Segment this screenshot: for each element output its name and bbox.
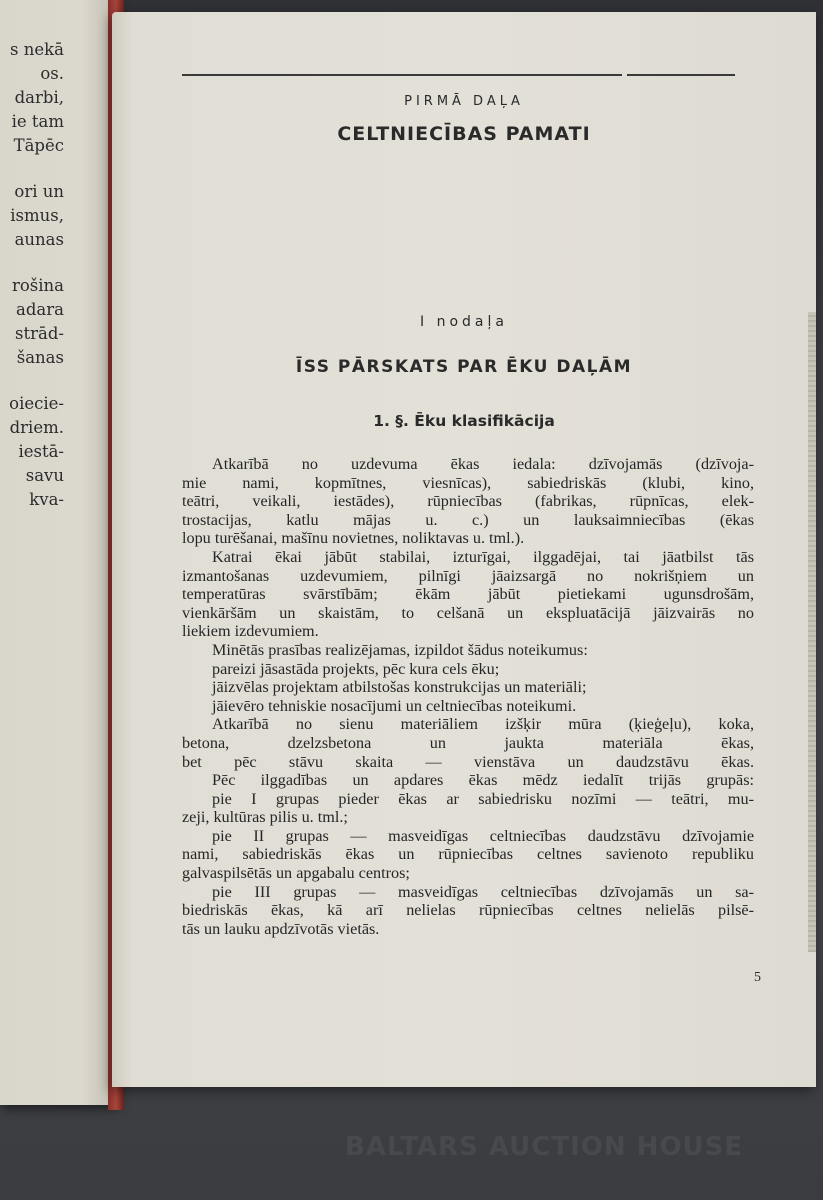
body-line: lopu turēšanai, mašīnu novietnes, noliktavas u. tml.).	[182, 529, 525, 548]
left-page-line: darbi,	[14, 88, 64, 107]
body-text	[182, 455, 754, 938]
body-line: bet pēc stāvu skaita — vienstāva un daudzstāvu ēkas.	[182, 752, 754, 771]
left-page	[0, 0, 118, 1105]
left-page-line: savu	[25, 466, 64, 485]
body-line: vienkāršām un skaistām, to celšanā un ekspluatācijā jāizvairās no	[182, 603, 754, 622]
body-line: pareizi jāsastāda projekts, pēc kura cels ēku;	[212, 659, 500, 678]
part-title: CELTNIECĪBAS PAMATI	[337, 123, 591, 145]
watermark: BALTARS AUCTION HOUSE	[345, 1132, 744, 1162]
body-line: jāievēro tehniskie nosacījumi un celtniecības noteikumi.	[212, 696, 577, 715]
body-line: trostacijas, katlu mājas u. c.) un lauksaimniecības (ēkas	[182, 510, 754, 529]
body-line: pie I grupas pieder ēkas ar sabiedrisku nozīmi — teātri, mu-	[212, 789, 754, 808]
body-line: izmantošanas uzdevumiem, pilnīgi jāaizsargā no nokrišņiem un	[182, 566, 754, 585]
body-line: jāizvēlas projektam atbilstošas konstrukcijas un materiāli;	[212, 678, 587, 697]
body-line: teātri, veikali, iestādes), rūpniecības (fabrikas, rūpnīcas, elek-	[182, 492, 754, 511]
body-line: Atkarībā no sienu materiāliem izšķir mūra (ķieģeļu), koka,	[212, 715, 754, 734]
left-page-line: rošina	[11, 276, 64, 295]
body-line: pie II grupas — masveidīgas celtniecības daudzstāvu dzīvojamie	[212, 826, 754, 845]
right-page	[112, 12, 816, 1087]
left-page-line: iestā-	[18, 442, 64, 461]
body-line: biedriskās ēkas, kā arī nelielas rūpniecības celtnes nelielās pilsē-	[182, 901, 754, 920]
part-label: PIRMĀ DAĻA	[404, 94, 524, 109]
section-title: 1. §. Ēku klasifikācija	[373, 412, 555, 430]
body-line: liekiem izdevumiem.	[182, 622, 319, 641]
body-line: mie nami, kopmītnes, viesnīcas), sabiedriskās (klubi, kino,	[182, 473, 754, 492]
left-page-line: ismus,	[10, 206, 64, 225]
left-page-line: driem.	[9, 418, 64, 437]
left-page-line: ori un	[14, 182, 64, 201]
page-edge	[808, 312, 816, 952]
page-number: 5	[754, 970, 761, 985]
body-line: betona, dzelzsbetona un jaukta materiāla ēkas,	[182, 733, 754, 752]
left-page-line: kva-	[29, 490, 64, 509]
body-line: Atkarībā no uzdevuma ēkas iedala: dzīvojamās (dzīvoja-	[212, 455, 754, 473]
left-page-line: s nekā	[10, 40, 64, 59]
header-rule-short	[627, 74, 735, 76]
left-page-gap	[0, 252, 64, 274]
body-line: galvaspilsētās un apgabalu centros;	[182, 864, 410, 883]
body-line: Katrai ēkai jābūt stabilai, izturīgai, ilggadējai, tai jāatbilst tās	[212, 547, 754, 566]
left-page-line: oiecie-	[9, 394, 64, 413]
body-line: Pēc ilggadības un apdares ēkas mēdz iedalīt trijās grupās:	[212, 771, 754, 790]
left-page-line: aunas	[14, 230, 64, 249]
chapter-label: I nodaļa	[420, 314, 508, 330]
body-line: zeji, kultūras pilis u. tml.;	[182, 808, 348, 827]
left-page-line: šanas	[16, 348, 64, 367]
left-page-text	[0, 38, 64, 512]
body-line: tās un lauku apdzīvotās vietās.	[182, 919, 380, 938]
left-page-line: adara	[16, 300, 64, 319]
chapter-title: ĪSS PĀRSKATS PAR ĒKU DAĻĀM	[295, 357, 633, 377]
header-rule	[182, 74, 622, 76]
body-line: temperatūras svārstībām; ēkām jābūt pietiekami ugunsdrošām,	[182, 585, 754, 604]
left-page-gap	[0, 158, 64, 180]
left-page-line: strād-	[15, 324, 64, 343]
left-page-gap	[0, 370, 64, 392]
body-line: pie III grupas — masveidīgas celtniecības dzīvojamās un sa-	[212, 882, 754, 901]
left-page-line: Tāpēc	[13, 136, 64, 155]
body-line: nami, sabiedriskās ēkas un rūpniecības celtnes savienoto republiku	[182, 845, 754, 864]
left-page-line: ie tam	[11, 112, 64, 131]
body-line: Minētās prasības realizējamas, izpildot šādus noteikumus:	[212, 640, 588, 659]
left-page-line: os.	[40, 64, 64, 83]
